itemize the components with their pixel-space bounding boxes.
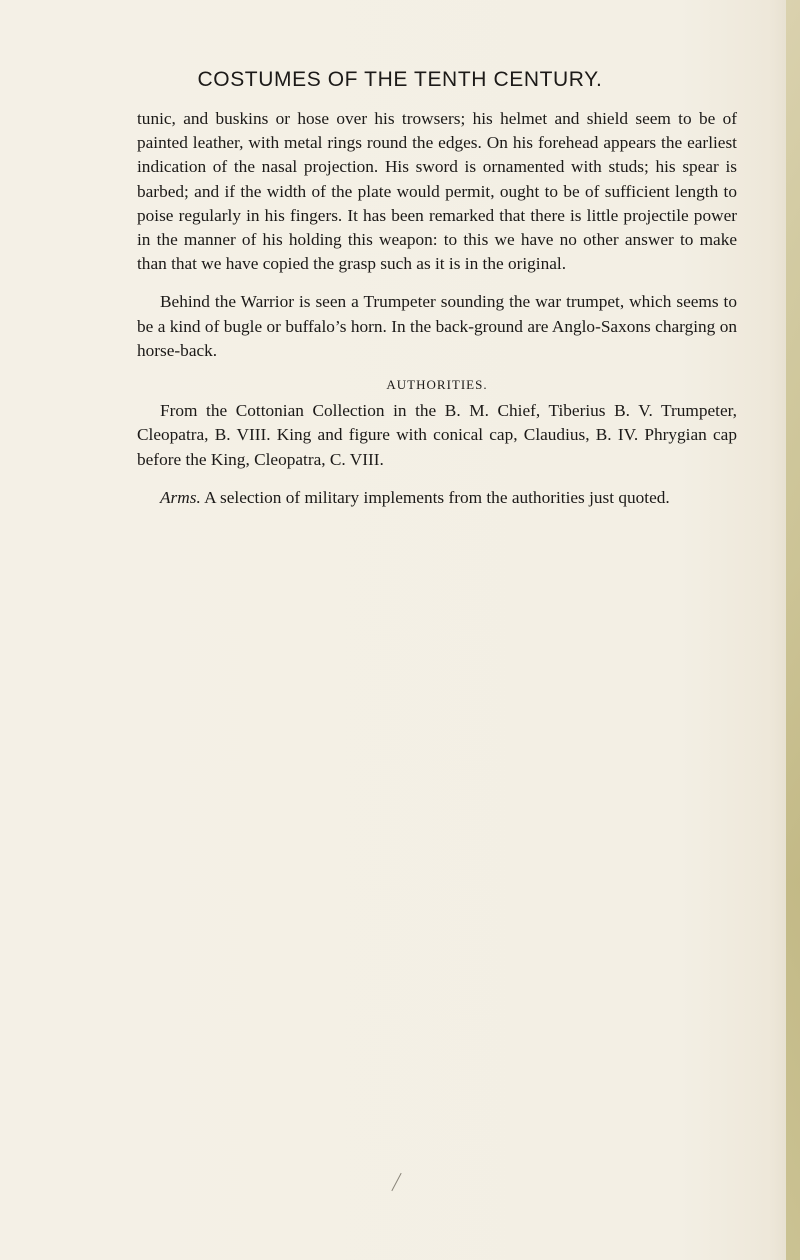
paragraph-1: tunic, and buskins or hose over his trowsers; his helmet and shield seem to be of painted leather, with metal rings round the edges. On his forehead appears the earliest indication of the nasal projection. His sword is ornamented with studs; his spear is barbed; and if the width of the plate would permit, ought to be of sufficient length to poise regularly in his fingers. It has been remarked that there is little projectile power in the manner of his holding this weapon: to this we have no other answer to make than that we have copied the grasp such as it is in the original.: [137, 109, 737, 274]
paragraph-2: Behind the Warrior is seen a Trumpeter sounding the war trumpet, which seems to be a kind of bugle or buffalo’s horn. In the back-ground are Anglo-Saxons charging on horse-back.: [137, 292, 737, 360]
authorities-paragraph: From the Cottonian Collection in the B. M. Chief, Tiberius B. V. Trumpeter, Cleopatra, B. VIII. King and figure with conical cap, Claudius, B. IV. Phrygian cap before the King, Cleopatra, C. VIII.: [137, 401, 737, 469]
body-text: [137, 107, 737, 510]
page-heading: COSTUMES OF THE TENTH CENTURY.: [197, 68, 603, 91]
page-edge: [786, 0, 800, 1260]
arms-text: A selection of military implements from the authorities just quoted.: [200, 487, 670, 507]
stray-mark: [391, 1173, 401, 1191]
arms-paragraph: [137, 486, 737, 510]
authorities-heading: AUTHORITIES.: [386, 377, 488, 393]
arms-label: Arms.: [160, 487, 201, 507]
